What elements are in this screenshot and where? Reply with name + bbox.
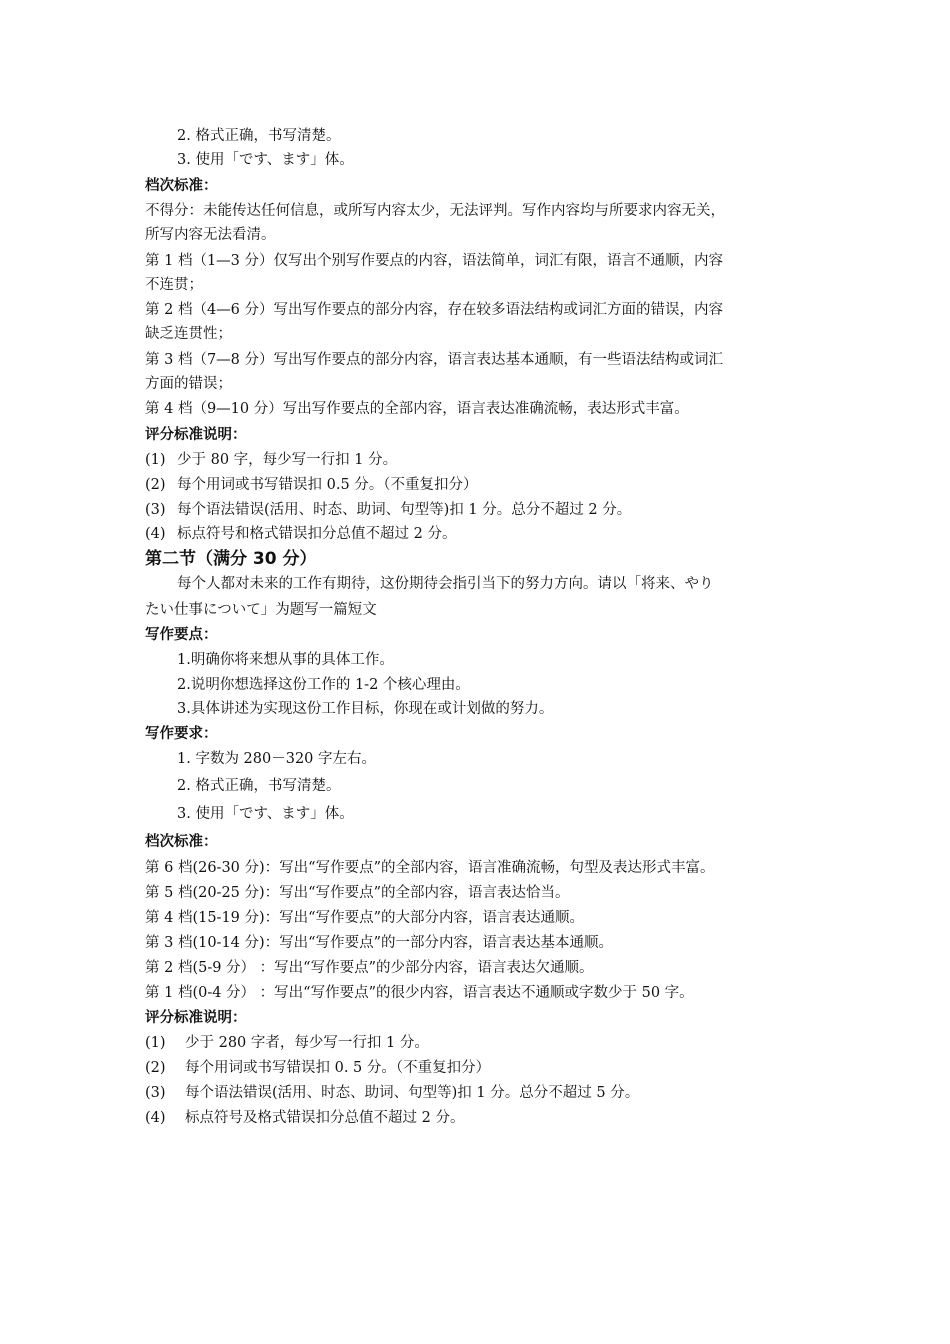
section-heading: 档次标准：: [145, 834, 218, 850]
criteria-item: (4) 标点符号及格式错误扣分总值不超过 2 分。: [145, 1110, 465, 1126]
point-line: 1.明确你将来想从事的具体工作。: [177, 652, 394, 668]
section-heading: 评分标准说明：: [145, 427, 247, 443]
grading-line: 不连贯；: [145, 277, 203, 293]
grading-line: 方面的错误；: [145, 376, 232, 392]
criteria-item: (4) 标点符号和格式错误扣分总值不超过 2 分。: [145, 526, 457, 542]
grading-line: 第 3 档(10-14 分)：写出“写作要点”的一部分内容，语言表达基本通顺。: [145, 935, 613, 951]
section-heading: 写作要求：: [145, 726, 218, 742]
criteria-item: (3) 每个语法错误(活用、时态、助词、句型等)扣 1 分。总分不超过 5 分。: [145, 1085, 640, 1101]
grading-line: 第 6 档(26-30 分)：写出“写作要点”的全部内容，语言准确流畅，句型及表达形式丰富。: [145, 860, 715, 876]
grading-line: 所写内容无法看清。: [145, 227, 276, 243]
requirement-line: 1. 字数为 280－320 字左右。: [177, 751, 377, 767]
section2-title: 第二节（满分 30 分）: [145, 549, 317, 569]
criteria-item: (1) 少于 80 字，每少写一行扣 1 分。: [145, 452, 398, 468]
grading-line: 第 2 档（4—6 分）写出写作要点的部分内容，存在较多语法结构或词汇方面的错误，内容: [145, 302, 724, 318]
requirement-line: 3. 使用「です、ます」体。: [177, 152, 354, 168]
grading-line: 第 1 档(0-4 分） ：写出“写作要点”的很少内容，语言表达不通顺或字数少于 50 字。: [145, 985, 694, 1001]
grading-line: 第 2 档(5-9 分） ：写出“写作要点”的少部分内容，语言表达欠通顺。: [145, 960, 594, 976]
section-heading: 评分标准说明：: [145, 1010, 247, 1026]
criteria-item: (1) 少于 280 字者，每少写一行扣 1 分。: [145, 1035, 429, 1051]
criteria-item: (3) 每个语法错误(活用、时态、助词、句型等)扣 1 分。总分不超过 2 分。: [145, 502, 632, 518]
grading-line: 缺乏连贯性；: [145, 326, 232, 342]
grading-line: 第 4 档(15-19 分)：写出“写作要点”的大部分内容，语言表达通顺。: [145, 910, 584, 926]
grading-line: 第 1 档（1—3 分）仅写出个别写作要点的内容，语法简单，词汇有限，语言不通顺，内容: [145, 253, 724, 269]
grading-line: 第 4 档（9—10 分）写出写作要点的全部内容，语言表达准确流畅，表达形式丰富。: [145, 401, 689, 417]
requirement-line: 2. 格式正确，书写清楚。: [177, 778, 341, 794]
criteria-item: (2) 每个用词或书写错误扣 0.5 分。（不重复扣分）: [145, 477, 478, 493]
grading-line: 不得分：未能传达任何信息，或所写内容太少，无法评判。写作内容均与所要求内容无关，: [145, 203, 725, 219]
criteria-item: (2) 每个用词或书写错误扣 0. 5 分。（不重复扣分）: [145, 1060, 491, 1076]
section-heading: 档次标准：: [145, 178, 218, 194]
requirement-line: 2. 格式正确，书写清楚。: [177, 128, 341, 144]
requirement-line: 3. 使用「です、ます」体。: [177, 806, 354, 822]
grading-line: 第 5 档(20-25 分)：写出“写作要点”的全部内容，语言表达恰当。: [145, 885, 570, 901]
grading-line: 第 3 档（7—8 分）写出写作要点的部分内容，语言表达基本通顺，有一些语法结构或词汇: [145, 352, 724, 368]
section-heading: 写作要点：: [145, 627, 218, 643]
point-line: 2.说明你想选择这份工作的 1-2 个核心理由。: [177, 677, 470, 693]
prompt-line: たい仕事について」为题写一篇短文: [145, 602, 377, 618]
prompt-line: 每个人都对未来的工作有期待，这份期待会指引当下的努力方向。请以「将来、やり: [177, 576, 714, 592]
point-line: 3.具体讲述为实现这份工作目标，你现在或计划做的努力。: [177, 701, 554, 717]
